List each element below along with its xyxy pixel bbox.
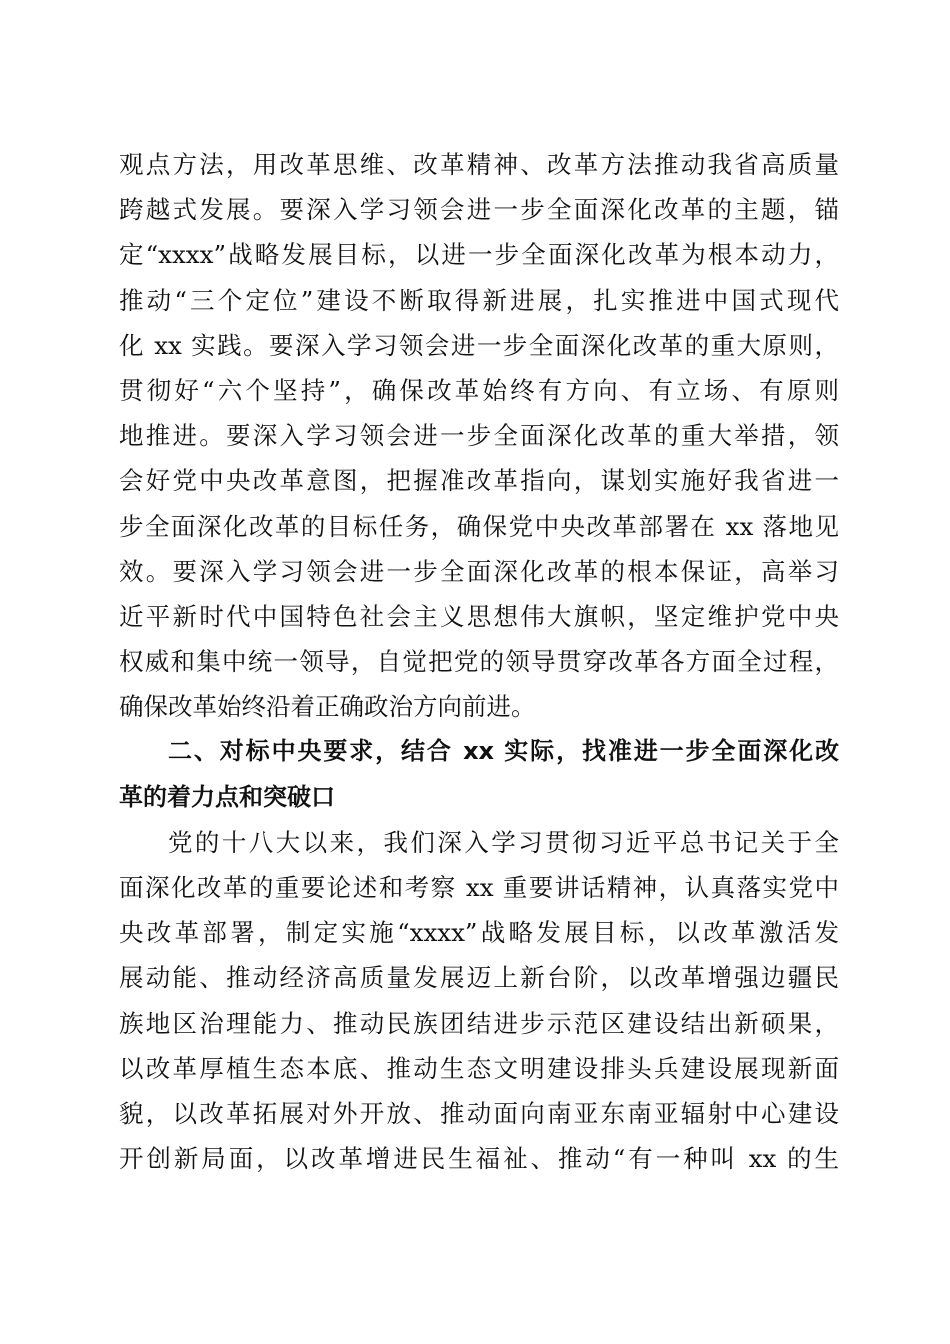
text-line: 贯彻好“六个坚持”，确保改革始终有方向、有立场、有原则 bbox=[119, 375, 839, 405]
text-line: 推动“三个定位”建设不断取得新进展，扎实推进中国式现代 bbox=[119, 285, 839, 315]
text-line: 以改革厚植生态本底、推动生态文明建设排头兵建设展现新面 bbox=[119, 1053, 839, 1083]
text-line: 党的十八大以来，我们深入学习贯彻习近平总书记关于全 bbox=[168, 827, 839, 857]
text-line: 面深化改革的重要论述和考察 xx 重要讲话精神，认真落实党中 bbox=[119, 873, 839, 902]
text-line: 央改革部署，制定实施“xxxx”战略发展目标，以改革激活发 bbox=[119, 918, 839, 948]
text-line: 貌，以改革拓展对外开放、推动面向南亚东南亚辐射中心建设 bbox=[119, 1098, 839, 1128]
heading-line: 二、对标中央要求，结合 xx 实际，找准进一步全面深化改 bbox=[168, 737, 839, 766]
text-line: 地推进。要深入学习领会进一步全面深化改革的重大举措，领 bbox=[119, 421, 839, 451]
paragraph bbox=[119, 820, 839, 1182]
text-line: 展动能、推动经济高质量发展迈上新台阶，以改革增强边疆民 bbox=[119, 963, 839, 993]
text-line: 权威和集中统一领导，自觉把党的领导贯穿改革各方面全过程， bbox=[119, 647, 839, 677]
text-line: 开创新局面，以改革增进民生福祉、推动“有一种叫 xx 的生 bbox=[119, 1144, 839, 1174]
text-line: 定“xxxx”战略发展目标，以进一步全面深化改革为根本动力， bbox=[119, 240, 839, 270]
text-line: 近平新时代中国特色社会主义思想伟大旗帜，坚定维护党中央 bbox=[119, 601, 839, 631]
document-body bbox=[119, 142, 839, 1181]
text-line: 观点方法，用改革思维、改革精神、改革方法推动我省高质量 bbox=[119, 150, 839, 179]
section-heading bbox=[119, 729, 839, 819]
text-line: 族地区治理能力、推动民族团结进步示范区建设结出新硕果， bbox=[119, 1008, 839, 1038]
heading-line: 革的着力点和突破口 bbox=[119, 782, 335, 811]
text-line: 确保改革始终沿着正确政治方向前进。 bbox=[119, 692, 536, 722]
text-line: 跨越式发展。要深入学习领会进一步全面深化改革的主题，锚 bbox=[119, 195, 839, 225]
text-line: 步全面深化改革的目标任务，确保党中央改革部署在 xx 落地见 bbox=[119, 511, 839, 541]
text-line: 效。要深入学习领会进一步全面深化改革的根本保证，高举习 bbox=[119, 556, 839, 586]
text-line: 化 xx 实践。要深入学习领会进一步全面深化改革的重大原则， bbox=[119, 330, 839, 360]
text-line: 会好党中央改革意图，把握准改革指向，谋划实施好我省进一 bbox=[119, 466, 839, 496]
paragraph-continuation bbox=[119, 142, 839, 729]
